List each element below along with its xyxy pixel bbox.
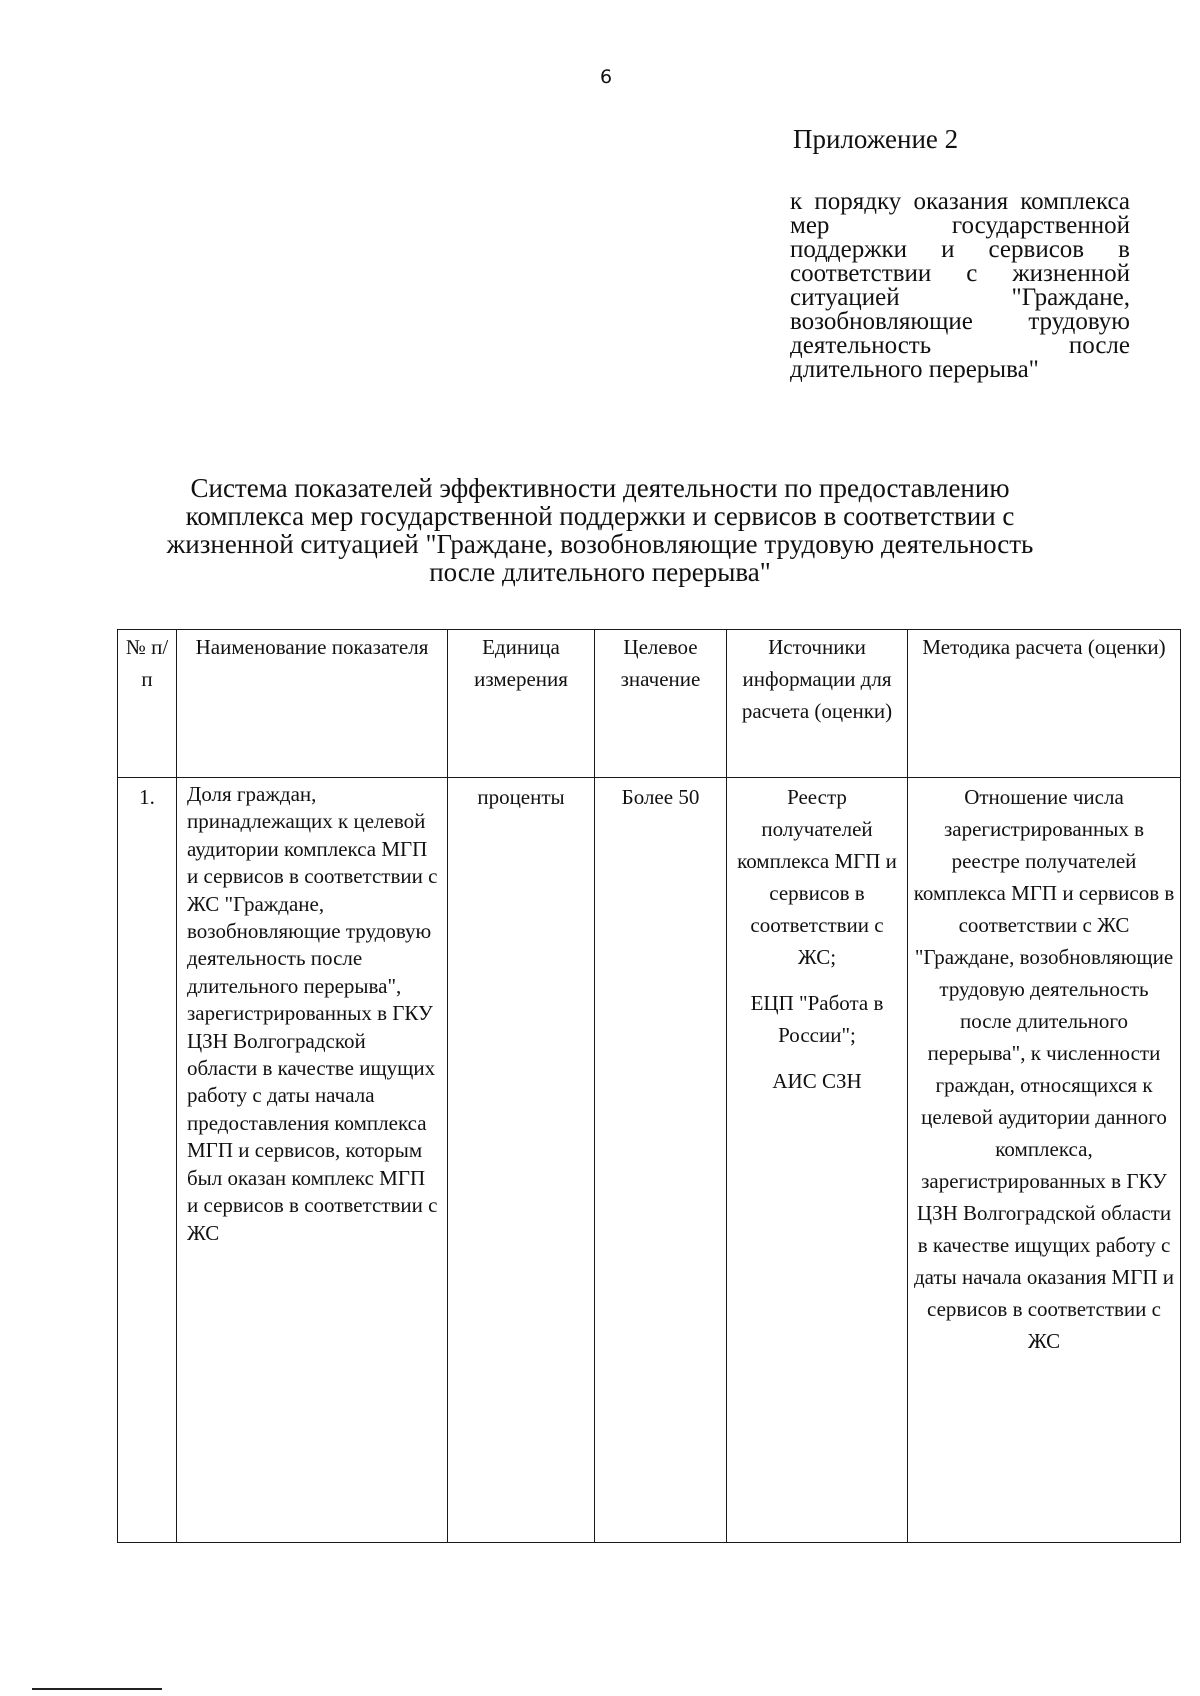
document-title: Система показателей эффективности деятельности по предоставлению комплекса мер государственной поддержки и сервисов в соответствии с жизненной ситуацией "Граждане, возобновляющие трудовую деятельность после длительного перерыва"	[166, 473, 1034, 587]
header-number: № п/п	[118, 630, 177, 778]
appendix-reference: к порядку оказания комплекса мер государственной поддержки и сервисов в соответствии с жизненной ситуацией "Граждане, возобновляющие трудовую деятельность после длительного перерыва"	[790, 188, 1130, 383]
calculation-method-cell: Отношение числа зарегистрированных в реестре получателей комплекса МГП и сервисов в соответствии с ЖС "Граждане, возобновляющие трудовую деятельность после длительного перерыва", к численности граждан, относящихся к целевой аудитории данного комплекса, зарегистрированных в ГКУ ЦЗН Волгоградской области в качестве ищущих работу с даты начала оказания МГП и сервисов в соответствии с ЖС	[908, 778, 1181, 1543]
header-information-sources: Источники информации для расчета (оценки)	[727, 630, 908, 778]
source-item: АИС СЗН	[772, 1069, 862, 1093]
header-indicator-name: Наименование показателя	[177, 630, 448, 778]
row-number: 1.	[118, 778, 177, 1543]
source-item: ЕЦП "Работа в России";	[750, 991, 884, 1047]
header-unit: Единица измерения	[448, 630, 595, 778]
target-value-cell: Более 50	[595, 778, 727, 1543]
footnote-divider	[32, 1688, 162, 1690]
indicator-name: Доля граждан, принадлежащих к целевой аудитории комплекса МГП и сервисов в соответствии с ЖС "Граждане, возобновляющие трудовую деятельность после длительного перерыва", зарегистрированных в ГКУ ЦЗН Волгоградской области в качестве ищущих работу с даты начала предоставления комплекса МГП и сервисов, которым был оказан комплекс МГП и сервисов в соответствии с ЖС	[177, 778, 448, 1543]
table-row	[118, 778, 1181, 1543]
unit-cell: проценты	[448, 778, 595, 1543]
appendix-title: Приложение 2	[793, 124, 959, 154]
source-item: Реестр получателей комплекса МГП и сервисов в соответствии с ЖС;	[737, 785, 897, 969]
page-number: 6	[600, 66, 613, 88]
indicators-table	[117, 629, 1181, 1543]
table-header-row	[118, 630, 1181, 778]
information-sources-cell	[727, 778, 908, 1543]
header-target-value: Целевое значение	[595, 630, 727, 778]
header-calculation-method: Методика расчета (оценки)	[908, 630, 1181, 778]
